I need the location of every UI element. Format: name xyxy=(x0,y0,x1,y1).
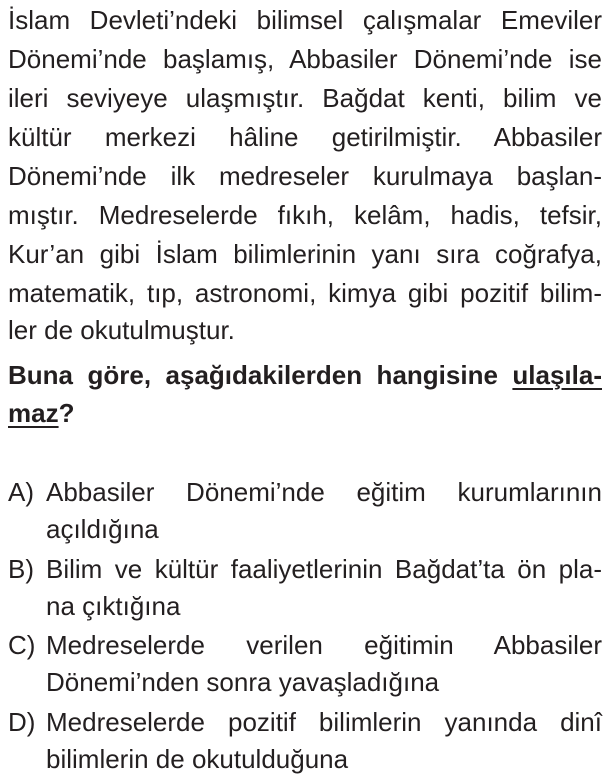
option-text: Medreselerde pozitif bilimlerin yanında dinî xyxy=(46,707,602,737)
question-underlined-text: maz xyxy=(8,398,59,428)
passage-line: mıştır. Medreselerde fıkıh, kelâm, hadis, tefsir, xyxy=(8,200,602,230)
option-text: na çıktığına xyxy=(46,591,181,621)
passage-line: kültür merkezi hâline getirilmiştir. Abbasiler xyxy=(8,122,602,152)
passage-line: Kur’an gibi İslam bilimlerinin yanı sıra coğrafya, xyxy=(8,239,602,269)
option-letter: B) xyxy=(8,554,34,584)
option-text: Dönemi’nden sonra yavaşladığına xyxy=(46,667,440,697)
passage-line: matematik, tıp, astronomi, kimya gibi pozitif bilim- xyxy=(8,278,602,308)
passage-line: Dönemi’nde başlamış, Abbasiler Dönemi’nde ise xyxy=(8,44,602,74)
question-line-1 xyxy=(8,358,602,392)
passage-line: ler de okutulmuştur. xyxy=(8,315,235,345)
option-text: açıldığına xyxy=(46,514,159,544)
option-letter: D) xyxy=(8,707,36,737)
option-letter: A) xyxy=(8,477,34,507)
question-mark: ? xyxy=(58,398,75,428)
passage-line: İslam Devleti’ndeki bilimsel çalışmalar Emeviler xyxy=(8,5,602,35)
option-text: Medreselerde verilen eğitimin Abbasiler xyxy=(46,630,602,660)
passage-line: Dönemi’nde ilk medreseler kurulmaya başlan- xyxy=(8,161,602,191)
question-underlined-text: ulaşıla- xyxy=(512,360,602,390)
option-text: Abbasiler Dönemi’nde eğitim kurumlarının xyxy=(46,477,602,507)
question-text: Buna göre, aşağıdakilerden hangisine xyxy=(8,360,513,390)
option-text: Bilim ve kültür faaliyetlerinin Bağdat’ta ön pla- xyxy=(46,554,602,584)
question-line-2 xyxy=(8,396,602,430)
passage-line: ileri seviyeye ulaşmıştır. Bağdat kenti, bilim ve xyxy=(8,83,602,113)
option-letter: C) xyxy=(8,630,36,660)
option-text: bilimlerin de okutulduğuna xyxy=(46,744,349,774)
